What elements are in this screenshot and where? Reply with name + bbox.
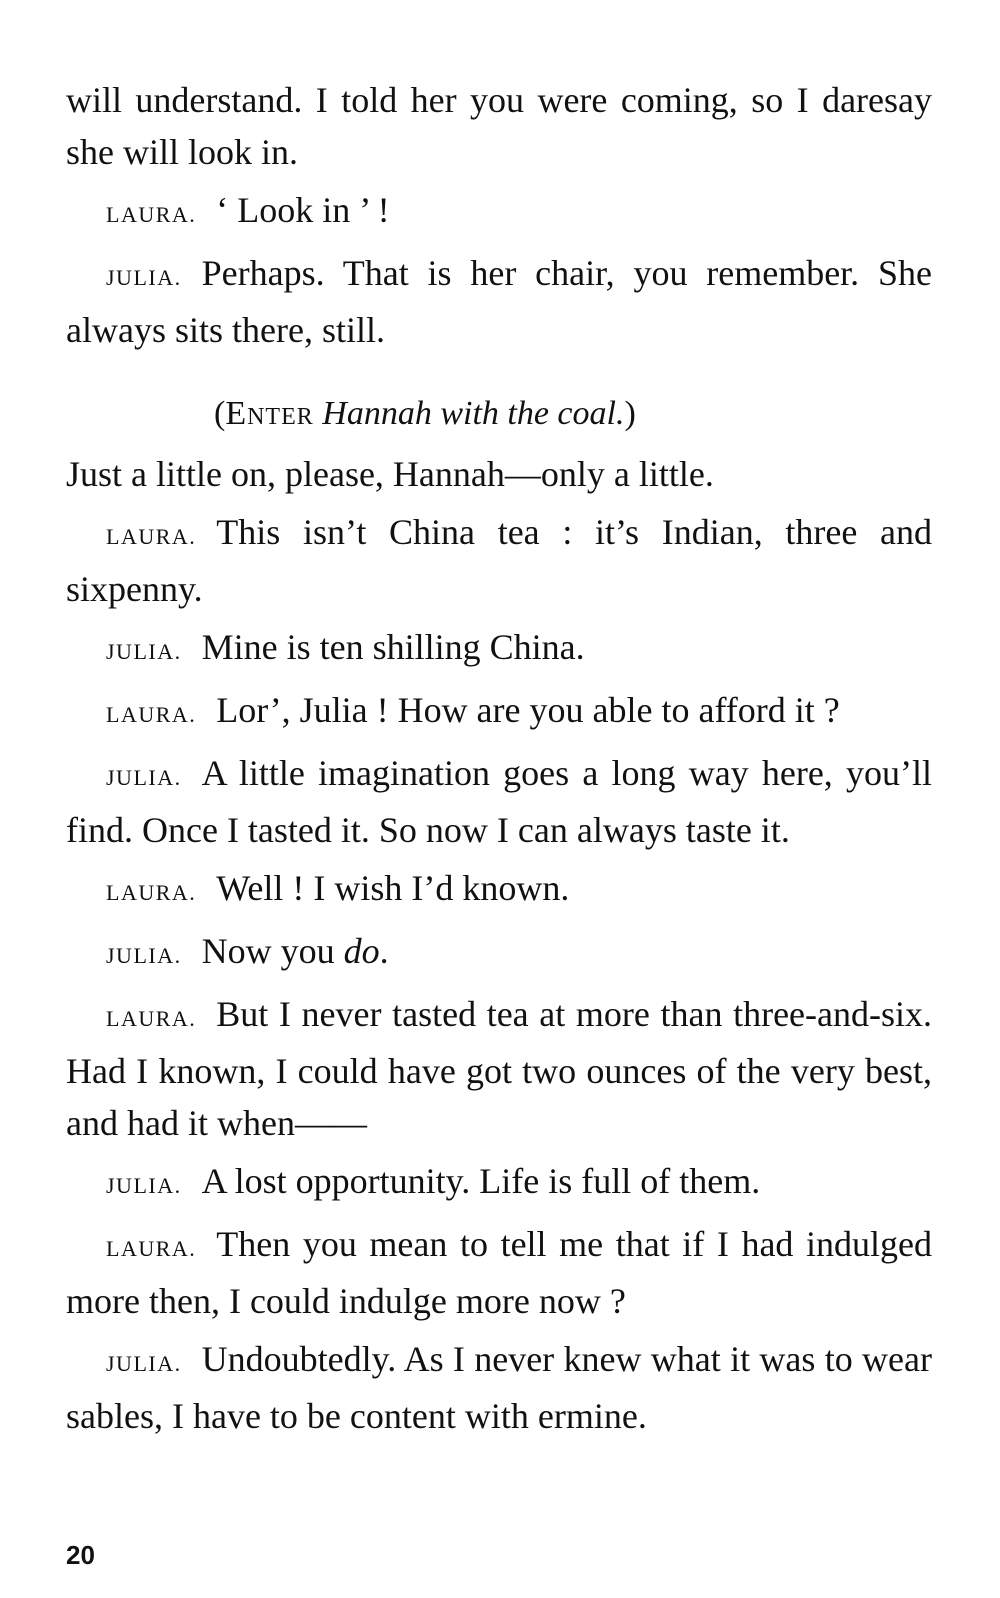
dialogue-text: Undoubtedly. As I never knew what it was to wear sables, I have to be content with ermine.: [66, 1339, 932, 1436]
stage-enter-word: Enter: [225, 395, 314, 432]
stage-paren-close: ): [624, 395, 636, 432]
page-number: 20: [66, 1540, 95, 1570]
speaker-label: JULIA.: [106, 765, 182, 790]
dialogue-julia: [66, 1155, 932, 1212]
dialogue-text: Just a little on, please, Hannah—only a little.: [66, 454, 714, 494]
speaker-label: LAURA.: [106, 880, 197, 905]
dialogue-text: Perhaps. That is her chair, you remember. She always sits there, still.: [66, 253, 932, 350]
dialogue-julia: [66, 621, 932, 678]
dialogue-text: Now you: [201, 931, 344, 971]
dialogue-text: A lost opportunity. Life is full of them.: [201, 1161, 761, 1201]
stage-direction: [214, 388, 932, 440]
dialogue-text: Well ! I wish I’d known.: [216, 868, 570, 908]
speaker-label: LAURA.: [106, 702, 197, 727]
dialogue-julia: [66, 925, 932, 982]
dialogue-laura: [66, 862, 932, 919]
speaker-label: JULIA.: [106, 639, 182, 664]
dialogue-julia: [66, 247, 932, 356]
speaker-label: LAURA.: [106, 524, 197, 549]
emphasis-text: do: [343, 931, 380, 971]
dialogue-laura: [66, 506, 932, 615]
page-body: [66, 74, 932, 1448]
speaker-label: JULIA.: [106, 1351, 182, 1376]
dialogue-julia: [66, 1333, 932, 1442]
dialogue-text: .: [379, 931, 389, 971]
dialogue-text: A little imagination goes a long way here, you’ll find. Once I tasted it. So now I can always taste it.: [66, 753, 932, 850]
dialogue-text: Then you mean to tell me that if I had indulged more then, I could indulge more now ?: [66, 1224, 932, 1321]
dialogue-laura: [66, 184, 932, 241]
stage-direction-text: Hannah with the coal.: [322, 395, 625, 432]
dialogue-laura: [66, 684, 932, 741]
speaker-label: JULIA.: [106, 943, 182, 968]
dialogue-laura: [66, 988, 932, 1149]
speaker-label: LAURA.: [106, 202, 197, 227]
speaker-label: JULIA.: [106, 1173, 182, 1198]
speaker-label: JULIA.: [106, 265, 182, 290]
dialogue-text: will understand. I told her you were coming, so I daresay she will look in.: [66, 80, 932, 172]
dialogue-text: ‘ Look in ’ !: [216, 190, 390, 230]
dialogue-text: But I never tasted tea at more than three-and-six. Had I known, I could have got two ounces of the very best, and had it when——: [66, 994, 932, 1143]
speaker-label: LAURA.: [106, 1236, 197, 1261]
dialogue-julia: [66, 747, 932, 856]
paragraph-continuation: [66, 448, 932, 500]
dialogue-laura: [66, 1218, 932, 1327]
paragraph-continuation: [66, 74, 932, 178]
dialogue-text: Lor’, Julia ! How are you able to afford it ?: [216, 690, 840, 730]
dialogue-text: This isn’t China tea : it’s Indian, three and sixpenny.: [66, 512, 932, 609]
stage-paren-open: (: [214, 395, 226, 432]
speaker-label: LAURA.: [106, 1006, 197, 1031]
dialogue-text: Mine is ten shilling China.: [201, 627, 585, 667]
